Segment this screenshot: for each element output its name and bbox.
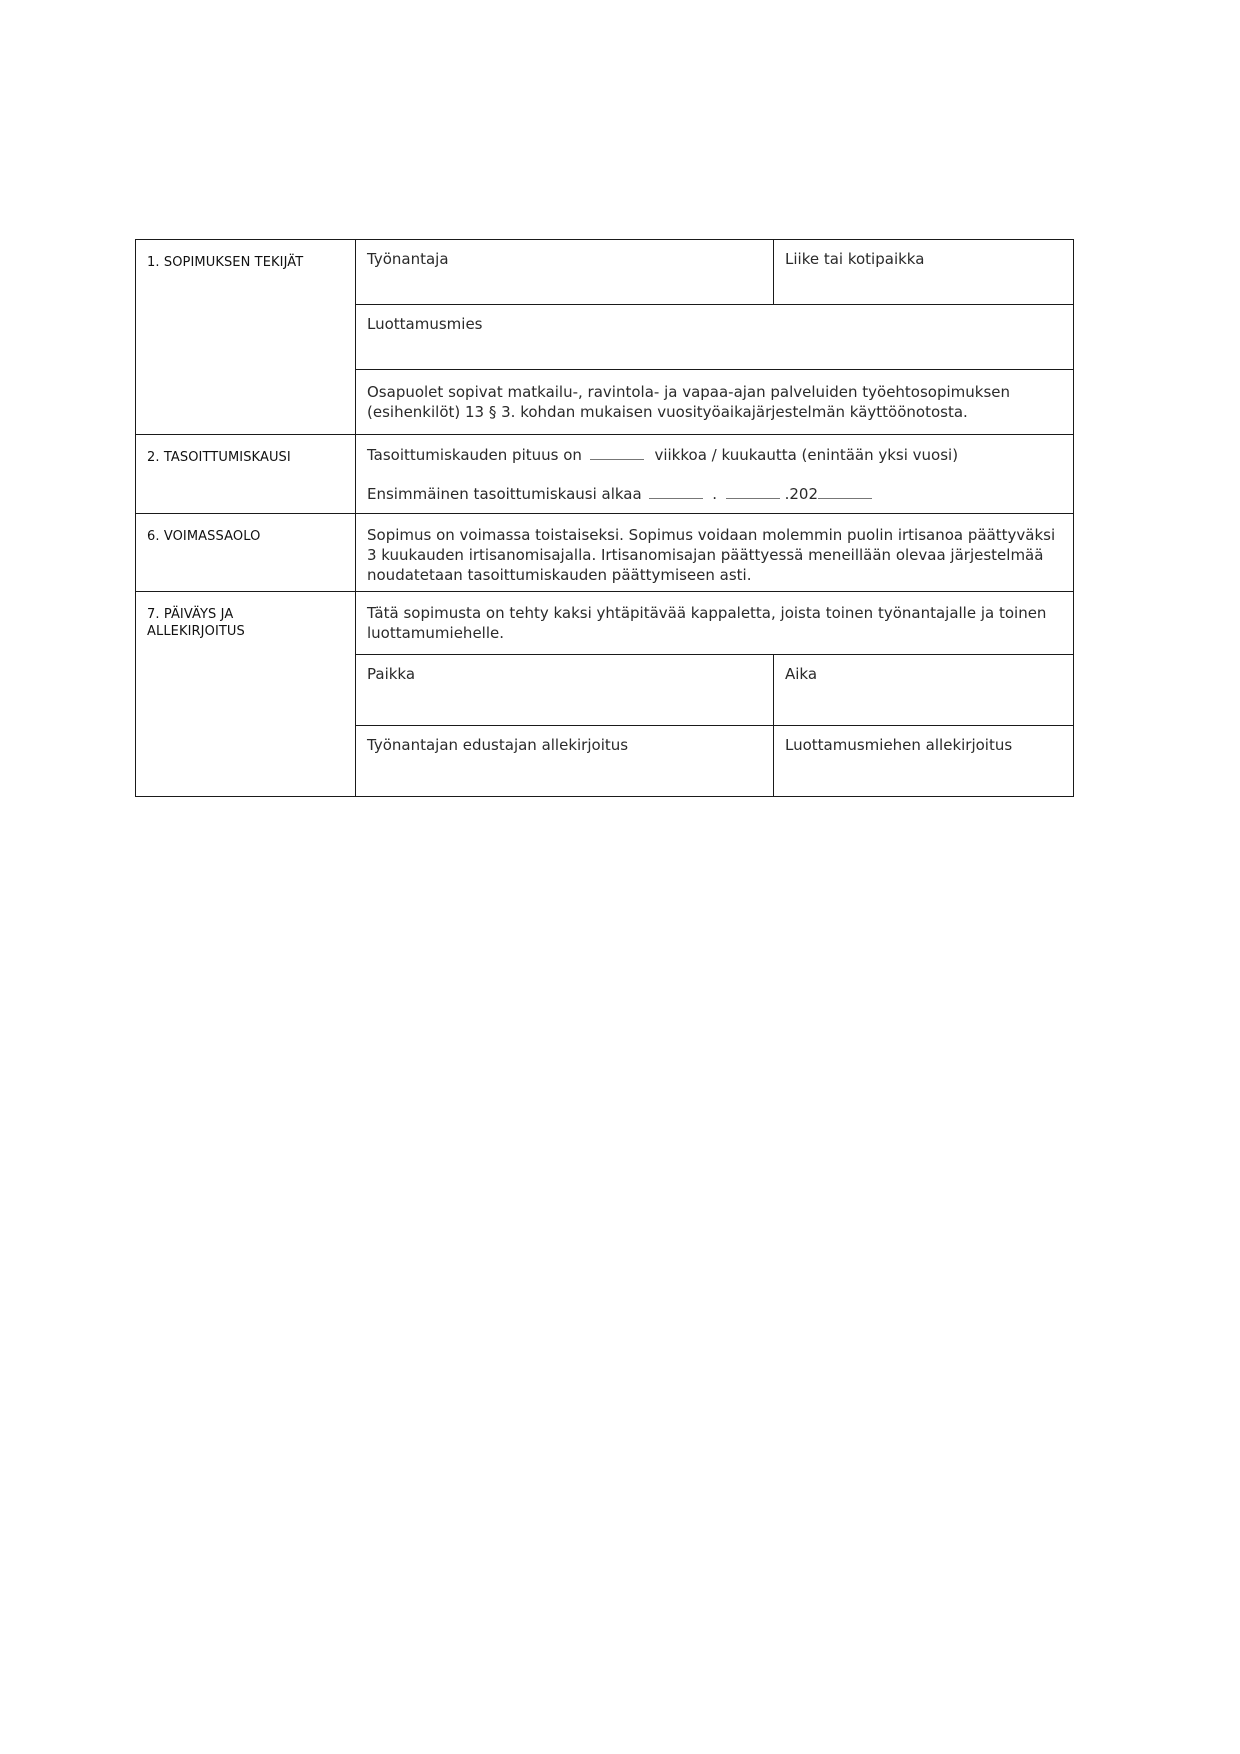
period-length-suffix: viikkoa / kuukautta (enintään yksi vuosi) (654, 446, 959, 464)
time-label: Aika (785, 665, 818, 683)
time-field[interactable] (774, 655, 1074, 726)
rep-signature-label: Luottamusmiehen allekirjoitus (785, 736, 1013, 754)
location-label: Liike tai kotipaikka (785, 250, 925, 268)
agreement-text: Osapuolet sopivat matkailu-, ravintola- ja vapaa-ajan palveluiden työehtosopimuksen (esihenkilöt) 13 § 3. kohdan mukaisen vuosityöaikajärjestelmän käyttöönotosta. (367, 383, 1011, 421)
section-1-title: 1. SOPIMUKSEN TEKIJÄT (147, 255, 304, 270)
validity-text: Sopimus on voimassa toistaiseksi. Sopimus voidaan molemmin puolin irtisanoa päättyväksi 3 kuukauden irtisanomisajalla. Irtisanomisajan päättyessä meneillään olevaa järjestelmää noudatetaan tasoittumiskauden päättymiseen asti. (367, 526, 1056, 584)
period-cell (356, 435, 1074, 514)
date-separator: . (712, 485, 718, 503)
section-1-title-cell (136, 240, 356, 435)
start-year-blank[interactable] (818, 484, 872, 499)
section-6-title: 6. VOIMASSAOLO (147, 529, 261, 544)
rep-field[interactable] (356, 305, 1074, 370)
copies-text: Tätä sopimusta on tehty kaksi yhtäpitävää kappaletta, joista toinen työnantajalle ja toinen luottamumiehelle. (367, 604, 1047, 642)
period-start-prefix: Ensimmäinen tasoittumiskausi alkaa (367, 485, 642, 503)
employer-signature-field[interactable] (356, 726, 774, 797)
rep-label: Luottamusmies (367, 315, 483, 333)
start-month-blank[interactable] (726, 484, 780, 499)
copies-text-cell (356, 592, 1074, 655)
year-prefix: .202 (784, 485, 819, 503)
section-7-title-cell (136, 592, 356, 797)
employer-signature-label: Työnantajan edustajan allekirjoitus (367, 736, 629, 754)
period-start-line (367, 484, 1059, 504)
place-field[interactable] (356, 655, 774, 726)
start-day-blank[interactable] (649, 484, 703, 499)
section-7-title-line2: ALLEKIRJOITUS (147, 624, 245, 639)
employer-label: Työnantaja (367, 250, 449, 268)
period-length-prefix: Tasoittumiskauden pituus on (367, 446, 582, 464)
rep-signature-field[interactable] (774, 726, 1074, 797)
place-label: Paikka (367, 665, 416, 683)
section-2-title-cell (136, 435, 356, 514)
section-7-title-line1: 7. PÄIVÄYS JA (147, 607, 234, 622)
validity-text-cell (356, 514, 1074, 592)
section-6-title-cell (136, 514, 356, 592)
agreement-text-cell (356, 370, 1074, 435)
agreement-form (135, 239, 1074, 797)
section-2-title: 2. TASOITTUMISKAUSI (147, 450, 291, 465)
location-field[interactable] (774, 240, 1074, 305)
period-length-line (367, 445, 1059, 465)
period-length-blank[interactable] (590, 445, 644, 460)
employer-field[interactable] (356, 240, 774, 305)
